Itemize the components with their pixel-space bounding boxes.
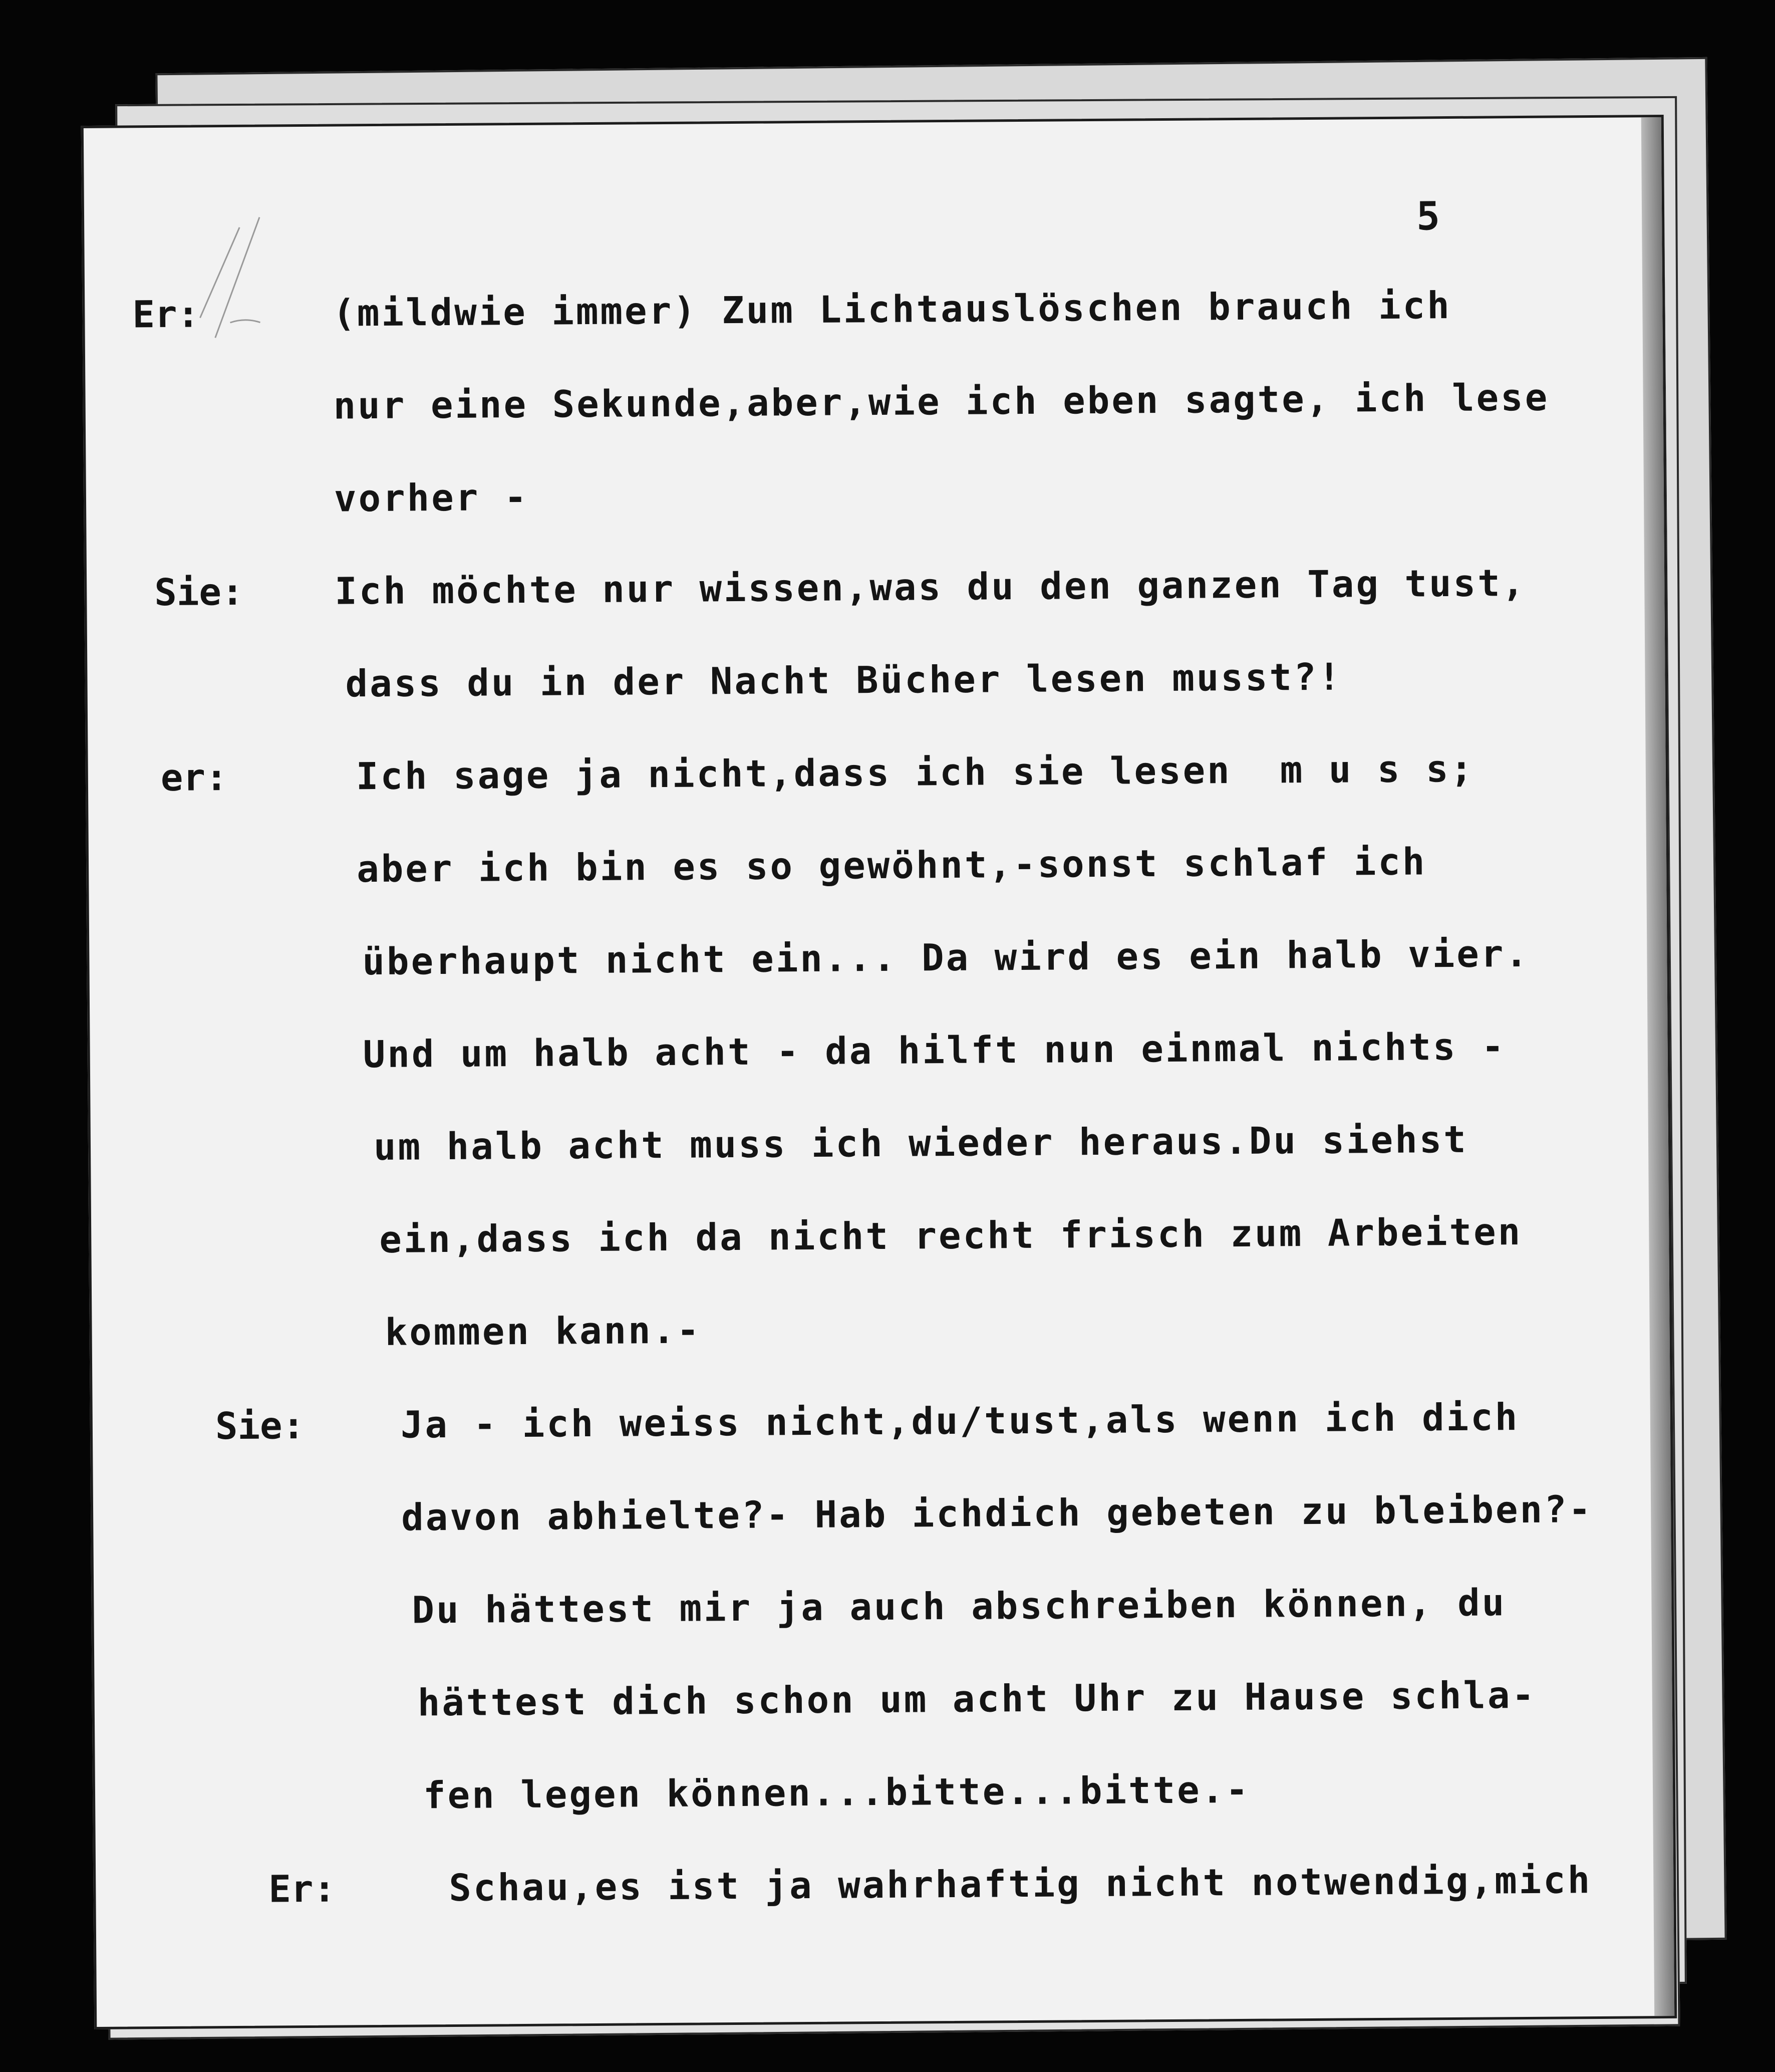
dialogue-line: überhaupt nicht ein... Da wird es ein halb vier. (362, 932, 1530, 984)
speaker-label: er: (160, 756, 228, 800)
dialogue-line: ein,dass ich da nicht recht frisch zum Arbeiten (379, 1210, 1523, 1261)
speaker-label: Er: (132, 293, 200, 337)
dialogue-line: Schau,es ist ja wahrhaftig nicht notwendig,mich (449, 1859, 1592, 1910)
dialogue-line: kommen kann.- (385, 1309, 702, 1354)
typescript-page (81, 115, 1677, 2029)
speaker-label: Sie: (154, 570, 244, 615)
dialogue-line: (mildwie immer) Zum Lichtauslöschen brauch ich (333, 284, 1452, 335)
dialogue-line: um halb acht muss ich wieder heraus.Du siehst (373, 1118, 1468, 1169)
pencil-scribble (184, 207, 286, 408)
dialogue-line: vorher - (334, 475, 529, 521)
dialogue-line: davon abhielte?- Hab ichdich gebeten zu bleiben?- (401, 1488, 1593, 1539)
page-number: 5 (1416, 194, 1440, 239)
dialogue-line: Ich sage ja nicht,dass ich sie lesen m u s s; (356, 747, 1475, 799)
dialogue-line: Ja - ich weiss nicht,du/tust,als wenn ich dich (400, 1396, 1520, 1447)
dialogue-line: Ich möchte nur wissen,was du den ganzen Tag tust, (334, 561, 1527, 613)
speaker-label: Er: (268, 1867, 336, 1911)
dialogue-line: aber ich bin es so gewöhnt,-sonst schlaf ich (356, 840, 1427, 891)
dialogue-line: fen legen können...bitte...bitte.- (423, 1768, 1251, 1818)
dialogue-line: Und um halb acht - da hilft nun einmal nichts - (363, 1025, 1506, 1077)
dialogue-line: dass du in der Nacht Bücher lesen musst?! (345, 655, 1343, 706)
dialogue-line: hättest dich schon um acht Uhr zu Hause schla- (417, 1673, 1537, 1725)
speaker-label: Sie: (215, 1404, 305, 1448)
dialogue-line: nur eine Sekunde,aber,wie ich eben sagte, ich lese (333, 376, 1550, 428)
dialogue-line: Du hättest mir ja auch abschreiben können, du (412, 1581, 1507, 1632)
